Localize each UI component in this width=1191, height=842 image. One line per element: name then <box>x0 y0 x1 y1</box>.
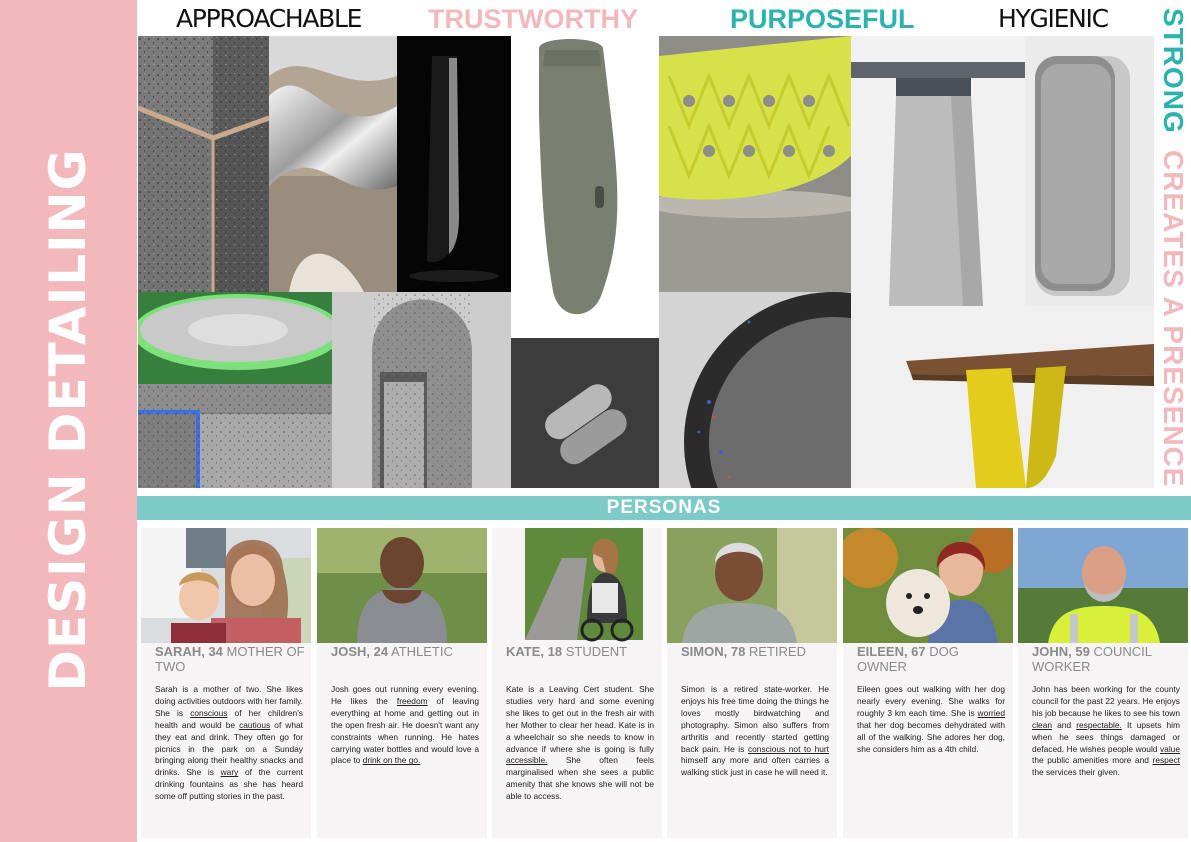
bio-keyword: conscious <box>190 707 228 718</box>
keyword-creates-presence: CREATES A PRESENCE <box>1158 150 1189 488</box>
persona-photo-kate <box>492 528 662 643</box>
persona-title-john <box>1032 644 1182 674</box>
bio-text: Sarah is a mother of two. She likes doing activities outdoors with her family. She is <box>155 684 303 718</box>
persona-title-eileen <box>857 644 1007 674</box>
chrome-wave-image <box>269 36 397 292</box>
bio-text: of leaving everything at home and getting out in the open fresh air. He doesn't want any constraints when running. He hates carrying water bottles and would love a place to <box>331 695 479 766</box>
bio-keyword: cautious <box>239 719 271 730</box>
persona-role: STUDENT <box>565 644 628 659</box>
bio-text: of her children's health and would be <box>155 707 303 730</box>
bio-keyword: freedom <box>396 695 428 706</box>
persona-card-kate <box>492 528 662 838</box>
bio-text: of the current drinking fountains as she has heard some off putting stories in the past. <box>155 767 303 802</box>
bio-keyword: value <box>1159 743 1180 754</box>
bio-keyword: wary <box>220 767 239 778</box>
black-faucet-image <box>397 36 511 292</box>
bio-text: Josh goes out running every evening. He likes the <box>331 684 479 706</box>
bio-text: of what they eat and drink. They often go for picnics in the park on a Sunday bringing along their healthy snacks and drinks. She is <box>155 719 303 778</box>
persona-role: ATHLETIC <box>391 644 453 659</box>
keyword-strong: STRONG <box>1158 8 1189 134</box>
sidebar-title: DESIGN DETAILING <box>39 148 97 692</box>
bio-text: Simon is a retired state-worker. He enjoys his free time doing the things he loves mostly birdwatching and photography. Simon also suffers from arthritis and recently started getting back pain. He is <box>681 684 829 754</box>
bio-keyword: drink on the go. <box>362 755 421 766</box>
persona-bio <box>681 684 829 779</box>
persona-photo-simon <box>667 528 837 643</box>
persona-name: SARAH, 34 <box>155 644 223 659</box>
bio-text: the public amenities more and <box>1032 755 1153 766</box>
concrete-bollard-image <box>332 292 511 488</box>
bio-text: the services their given. <box>1032 767 1120 778</box>
persona-title-sarah <box>155 644 305 674</box>
persona-bio <box>857 684 1005 755</box>
persona-role: MOTHER OF TWO <box>155 644 305 674</box>
bio-keyword: respectable. <box>1076 719 1122 730</box>
persona-card-john <box>1018 528 1188 838</box>
bio-text: It upsets him when he sees things damaged or defaced. He wishes people would <box>1032 719 1180 754</box>
bio-keyword: conscious not to hurt <box>747 743 830 754</box>
bio-text: Eileen goes out walking with her dog nearly every evening. She walks for roughly 3 km each time. She is <box>857 684 1005 718</box>
keyword-purposeful: PURPOSEFUL <box>730 4 915 34</box>
bio-keyword: worried <box>977 707 1005 718</box>
speckled-stone-corner-image <box>138 36 269 292</box>
keyword-trustworthy: TRUSTWORTHY <box>428 4 638 34</box>
persona-name: JOHN, 59 <box>1032 644 1090 659</box>
persona-card-eileen <box>843 528 1013 838</box>
persona-bio <box>506 684 654 803</box>
sidebar <box>0 0 137 842</box>
persona-card-simon <box>667 528 837 838</box>
persona-role: RETIRED <box>748 644 806 659</box>
concrete-blue-edge-image <box>138 384 332 488</box>
bio-keyword: respect <box>1152 755 1180 766</box>
green-handle-image <box>511 36 659 338</box>
persona-photo-eileen <box>843 528 1013 643</box>
persona-name: KATE, 18 <box>506 644 563 659</box>
persona-bio <box>1032 684 1180 779</box>
persona-bio <box>155 684 303 803</box>
persona-photo-sarah <box>141 528 311 643</box>
silver-dispenser-image <box>1025 36 1154 306</box>
yellow-basket-image <box>659 36 851 292</box>
concrete-table-image <box>851 36 1025 306</box>
persona-title-kate <box>506 644 656 659</box>
persona-name: EILEEN, 67 <box>857 644 926 659</box>
bio-text: She often feels marginalised when she sees a public amenity that she knows she will not be able to access. <box>506 755 654 802</box>
persona-name: JOSH, 24 <box>331 644 389 659</box>
terrazzo-drain-image <box>659 292 851 488</box>
persona-photo-john <box>1018 528 1188 643</box>
persona-title-simon <box>681 644 831 659</box>
persona-name: SIMON, 78 <box>681 644 746 659</box>
bio-text: Kate is a Leaving Cert student. She studies very hard and some evening she likes to get out in the fresh air with her Mother to clear her head. Kate is in a wheelchair so she needs to know in advance if where she is going is fully <box>506 684 654 754</box>
yellow-bench-image <box>851 306 1154 488</box>
persona-role: DOG OWNER <box>857 644 959 674</box>
bio-text: and <box>1052 719 1077 730</box>
bio-keyword: accessible. <box>506 755 548 766</box>
persona-role: COUNCIL WORKER <box>1032 644 1152 674</box>
bio-text: that her dog becomes dehydrated with all of the walking. She adores her dog, she considers him as a 4th child. <box>857 719 1005 754</box>
green-steel-disc-image <box>138 292 332 384</box>
bio-keyword: clean <box>1032 719 1053 730</box>
bio-text: John has been working for the county council for the past 22 years. He enjoys his job because he likes to see his town <box>1032 684 1180 718</box>
keyword-hygienic: HYGIENIC <box>998 4 1108 33</box>
steel-pills-image <box>511 338 659 488</box>
persona-card-sarah <box>141 528 311 838</box>
bio-text: himself any more and often carries a walking stick just in case he will need it. <box>681 755 829 778</box>
persona-bio <box>331 684 479 767</box>
personas-heading: PERSONAS <box>137 496 1191 520</box>
persona-card-josh <box>317 528 487 838</box>
persona-photo-josh <box>317 528 487 643</box>
keyword-approachable: APPROACHABLE <box>176 4 362 33</box>
persona-title-josh <box>331 644 481 659</box>
